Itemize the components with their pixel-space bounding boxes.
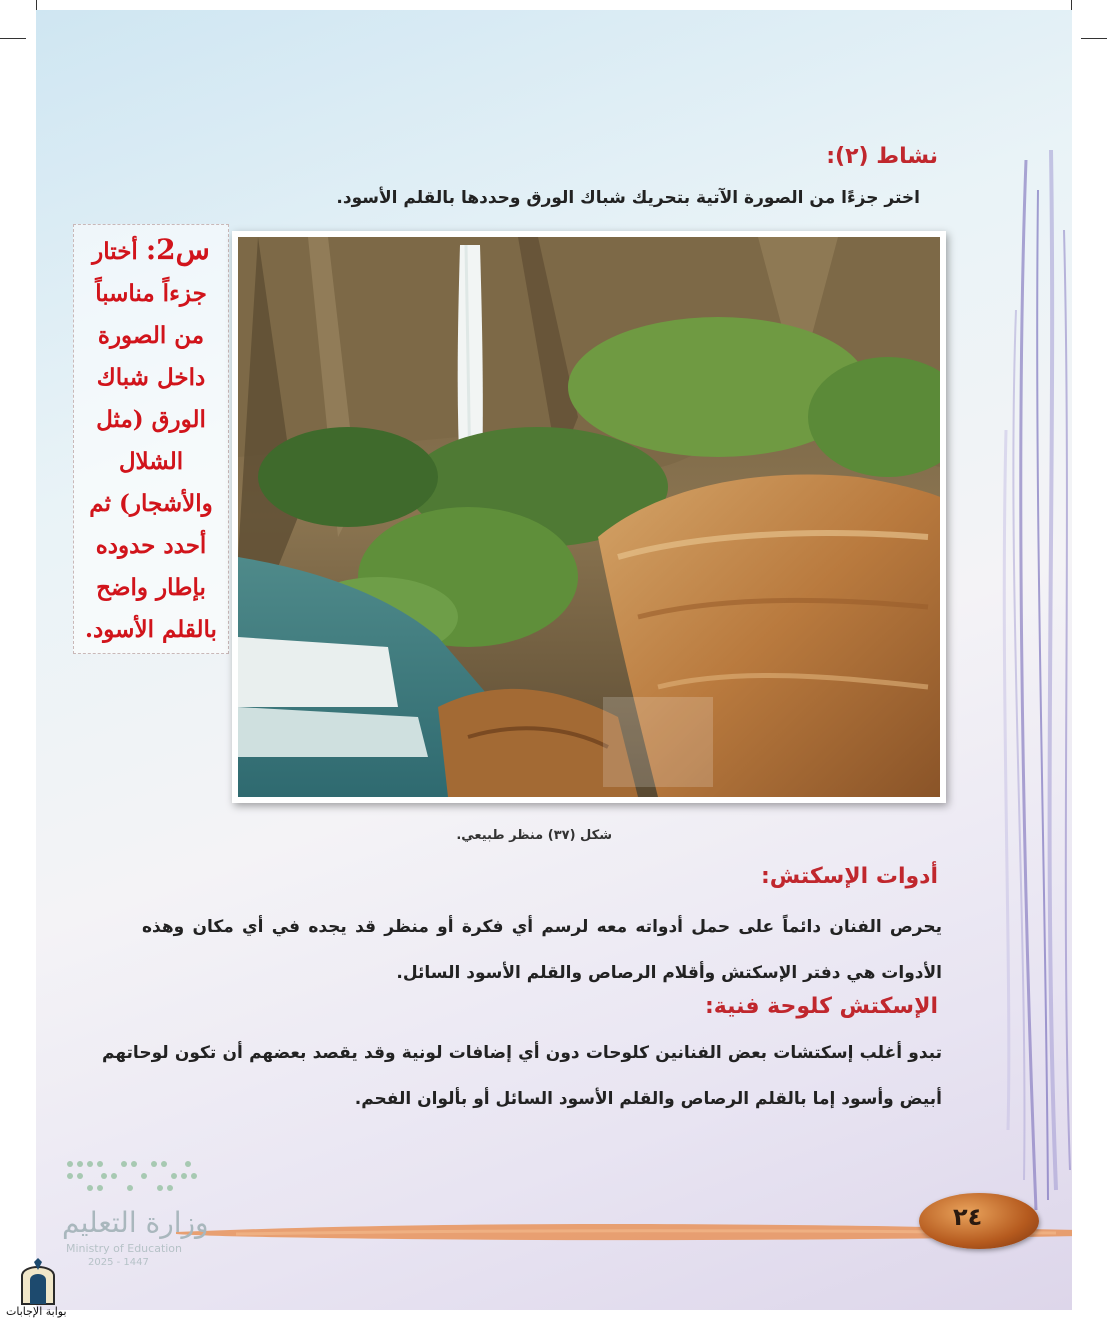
crop-mark <box>1081 38 1107 39</box>
figure-caption: شكل (٣٧) منظر طبيعي. <box>456 828 612 843</box>
textbook-page <box>36 10 1072 1310</box>
activity-instruction: اختر جزءًا من الصورة الآتية بتحريك شباك الورق وحددها بالقلم الأسود. <box>336 188 920 208</box>
page-number-badge <box>919 1193 1039 1249</box>
decorative-strokes <box>976 130 1072 1230</box>
answer-line: الورق (مثل <box>96 406 206 433</box>
waterfall-photo-illustration <box>238 237 940 797</box>
answer-line: بالقلم الأسود. <box>85 616 217 643</box>
answer-line: الشلال <box>118 448 184 475</box>
answer-line: أحدد حدوده <box>95 532 207 559</box>
section-heading-sketch-artwork: الإسكتش كلوحة فنية: <box>704 994 938 1019</box>
waterfall-photo <box>232 231 946 803</box>
answer-note <box>73 224 229 654</box>
ministry-name-ar: وزارة التعليم <box>62 1206 209 1239</box>
answer-line: داخل شباك <box>96 364 206 391</box>
ministry-year: 2025 - 1447 <box>88 1257 149 1268</box>
page-number: ٢٤ <box>953 1203 983 1231</box>
ministry-name-en: Ministry of Education <box>66 1242 183 1255</box>
answer-line: س2: أختار <box>92 233 210 266</box>
answer-line: من الصورة <box>97 322 205 349</box>
crop-mark <box>0 38 26 39</box>
portal-label: بوابة الإجابات <box>6 1305 67 1318</box>
answer-line: بإطار واضح <box>96 574 206 601</box>
answer-line: والأشجار) ثم <box>89 490 213 517</box>
activity-title: نشاط (٢): <box>826 144 938 169</box>
sketch-tools-paragraph: يحرص الفنان دائماً على حمل أدواته معه لرسم أي فكرة أو منظر قد يجده في أي مكان وهذه الأدوات هي دفتر الإسكتش وأقلام الرصاص والقلم الأسود السائل. <box>142 917 942 983</box>
section-heading-sketch-tools: أدوات الإسكتش: <box>760 864 938 889</box>
portal-logo-icon <box>0 1256 76 1306</box>
answer-number: س2: <box>145 233 210 266</box>
sketch-artwork-paragraph: تبدو أغلب إسكتشات بعض الفنانين كلوحات دون أي إضافات لونية وقد يقصد بعضهم أن تكون لوحاتهم أبيض وأسود إما بالقلم الرصاص والقلم الأسود السائل أو بألوان الفحم. <box>102 1043 942 1109</box>
ministry-logo-icon <box>64 1156 204 1204</box>
answer-line: جزءاً مناسباً <box>95 280 207 307</box>
